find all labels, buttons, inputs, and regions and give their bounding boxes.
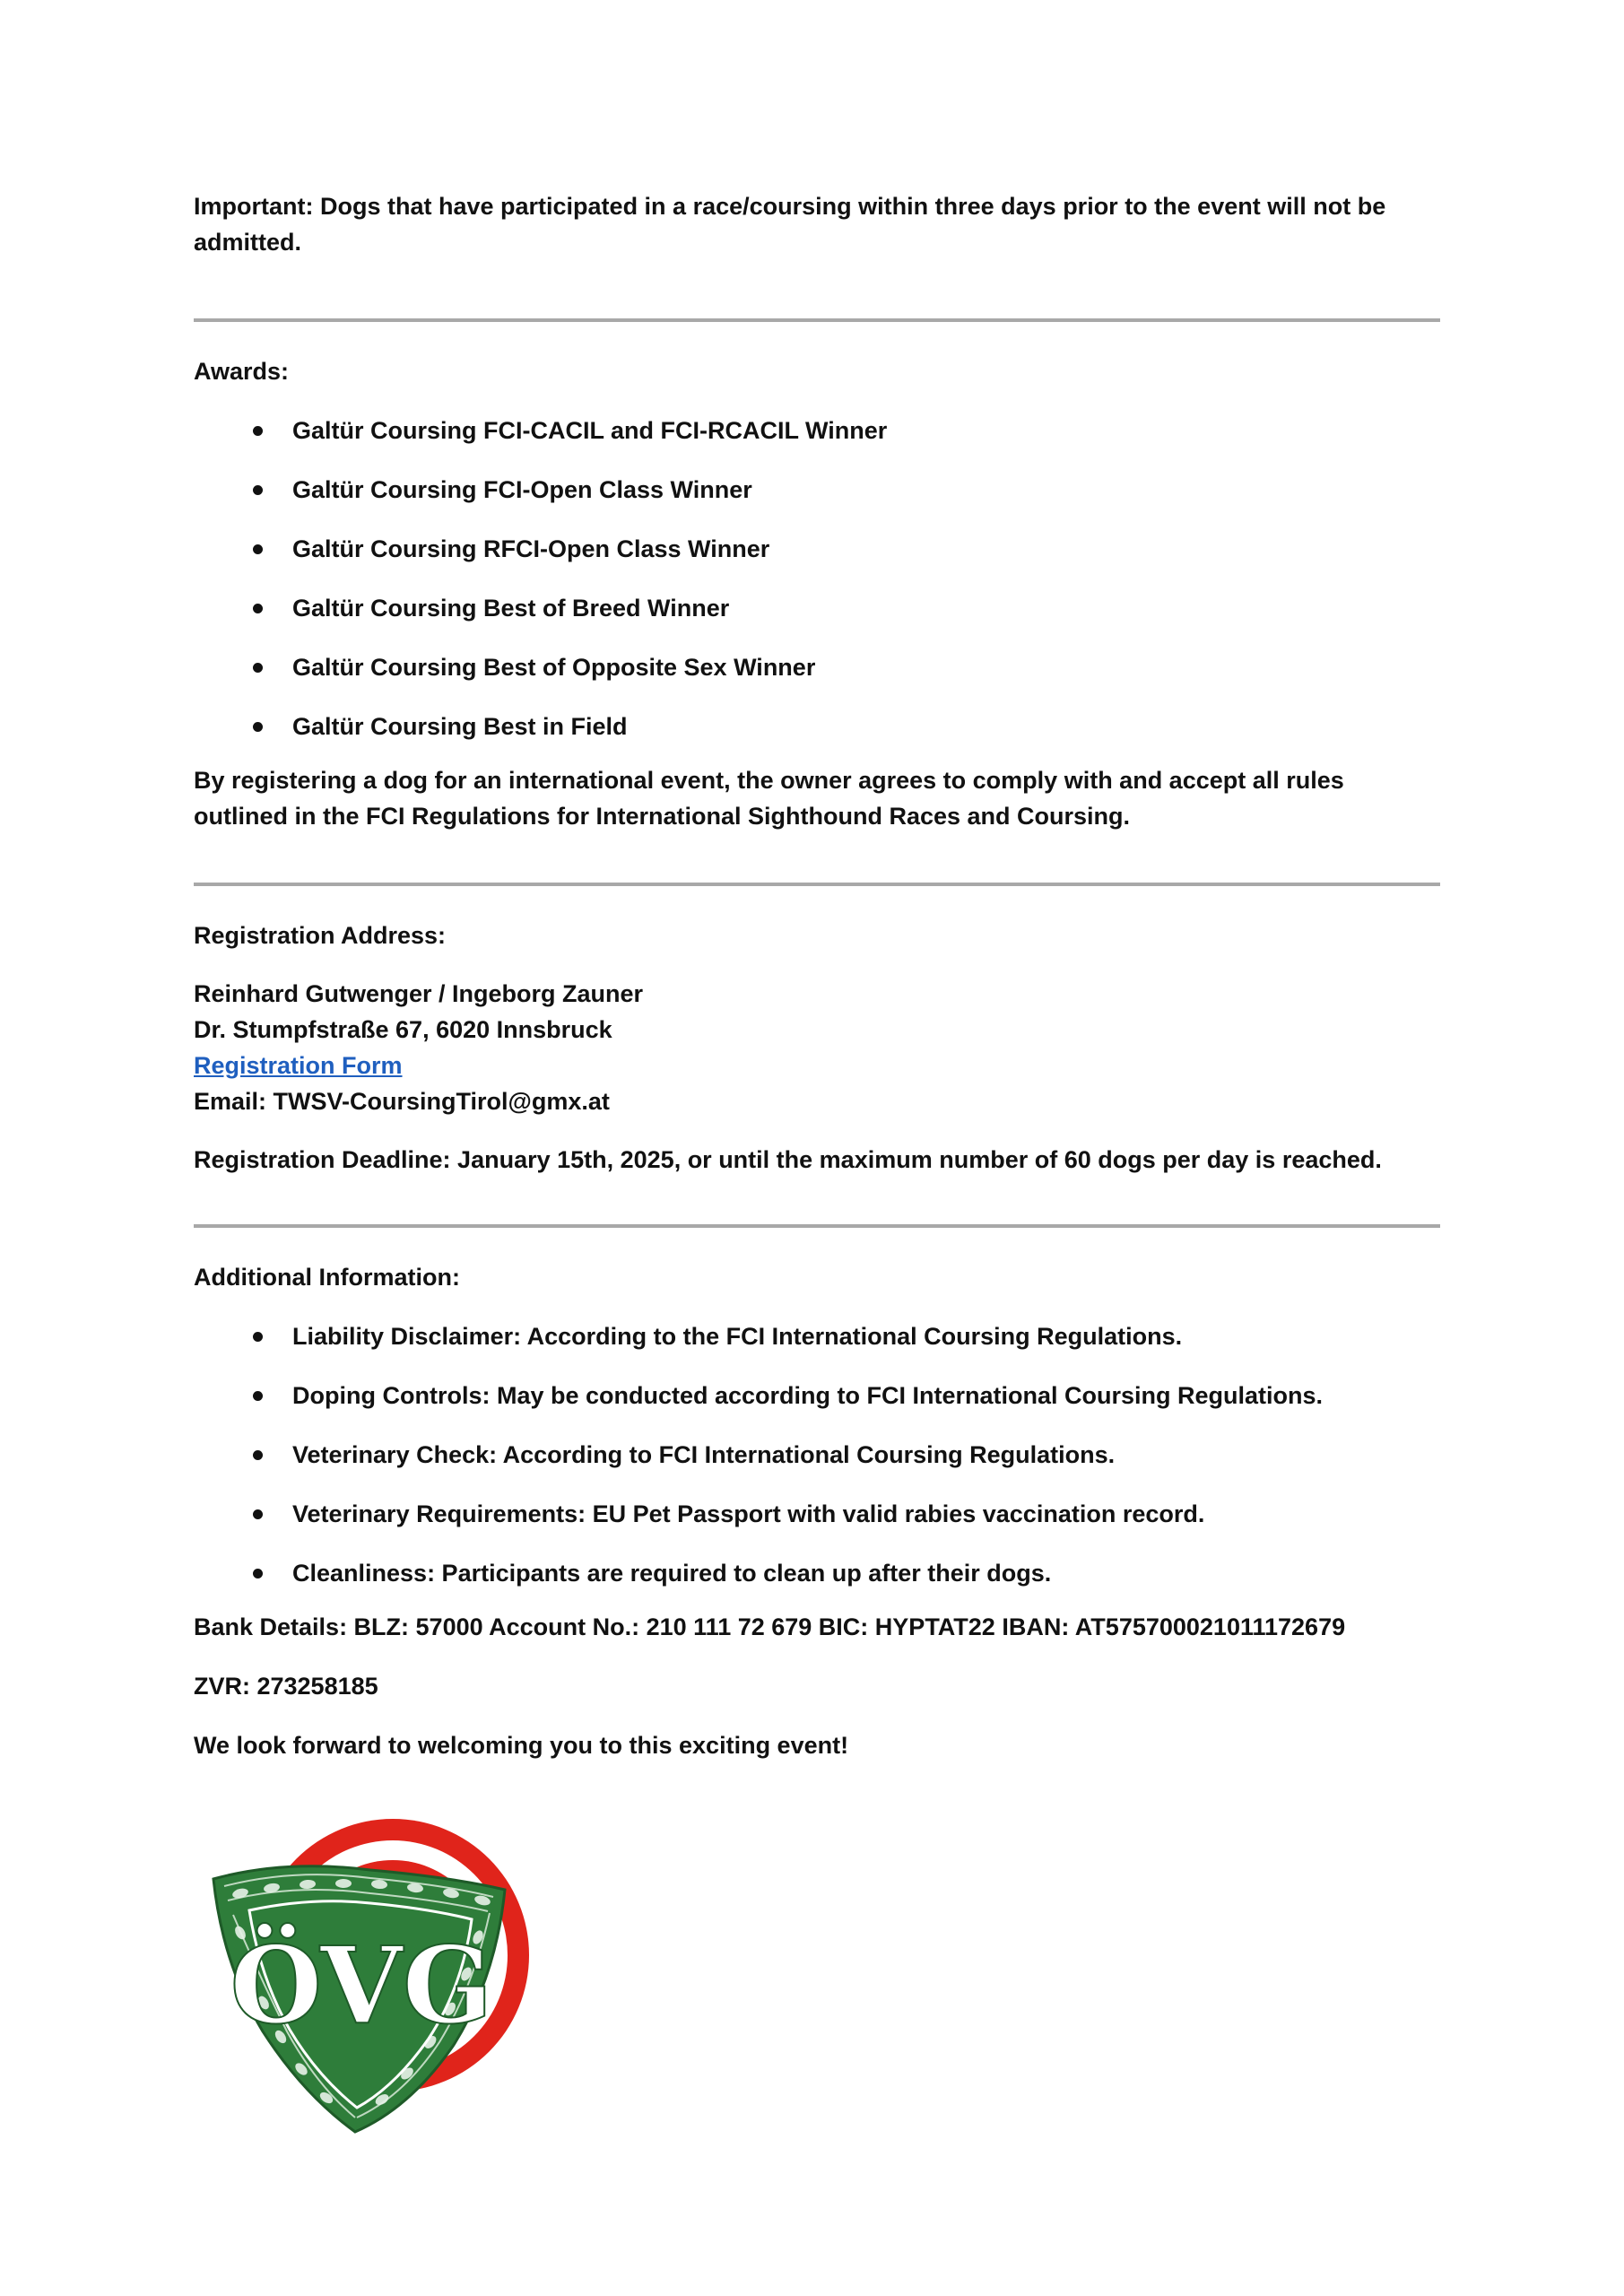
additional-heading: Additional Information: <box>194 1264 460 1291</box>
awards-heading: Awards: <box>194 358 290 385</box>
list-item: Cleanliness: Participants are required to clean up after their dogs. <box>194 1555 1440 1609</box>
bullet-icon <box>253 663 263 673</box>
registration-form-link[interactable]: Registration Form <box>194 1052 403 1079</box>
logo-monogram: ÖVG <box>230 1923 493 2048</box>
bullet-icon <box>253 1509 263 1519</box>
bullet-icon <box>253 1569 263 1578</box>
bullet-icon <box>253 1391 263 1401</box>
bullet-icon <box>253 426 263 436</box>
list-item: Doping Controls: May be conducted according to FCI International Coursing Regulations. <box>194 1378 1440 1437</box>
list-item: Galtür Coursing FCI-Open Class Winner <box>194 472 1440 531</box>
important-notice: Important: Dogs that have participated in a race/coursing within three days prior to the event will not be admitted. <box>194 193 1386 256</box>
list-item: Liability Disclaimer: According to the FCI International Coursing Regulations. <box>194 1318 1440 1378</box>
registration-email: Email: TWSV-CoursingTirol@gmx.at <box>194 1088 610 1115</box>
list-item: Veterinary Check: According to FCI International Coursing Regulations. <box>194 1437 1440 1496</box>
bullet-icon <box>253 485 263 495</box>
registration-heading: Registration Address: <box>194 922 447 949</box>
list-item: Galtür Coursing Best of Breed Winner <box>194 590 1440 649</box>
list-item: Veterinary Requirements: EU Pet Passport with valid rabies vaccination record. <box>194 1496 1440 1555</box>
bullet-icon <box>253 1450 263 1460</box>
list-item: Galtür Coursing FCI-CACIL and FCI-RCACIL Winner <box>194 413 1440 472</box>
closing-text: We look forward to welcoming you to this exciting event! <box>194 1732 849 1759</box>
bullet-icon <box>253 604 263 613</box>
registration-deadline: Registration Deadline: January 15th, 2025, or until the maximum number of 60 dogs per day is reached. <box>194 1146 1382 1173</box>
bank-details: Bank Details: BLZ: 57000 Account No.: 210 111 72 679 BIC: HYPTAT22 IBAN: AT575700021011172679 <box>194 1613 1346 1640</box>
bullet-icon <box>253 722 263 732</box>
registration-names: Reinhard Gutwenger / Ingeborg Zauner <box>194 980 644 1007</box>
list-item: Galtür Coursing Best of Opposite Sex Winner <box>194 649 1440 709</box>
awards-list <box>194 413 1440 762</box>
zvr-number: ZVR: 273258185 <box>194 1673 378 1700</box>
club-logo <box>204 1807 559 2135</box>
list-item: Galtür Coursing RFCI-Open Class Winner <box>194 531 1440 590</box>
list-item: Galtür Coursing Best in Field <box>194 709 1440 762</box>
bullet-icon <box>253 1332 263 1342</box>
document-page <box>194 188 1440 1763</box>
additional-list <box>194 1318 1440 1609</box>
registration-address: Dr. Stumpfstraße 67, 6020 Innsbruck <box>194 1016 612 1043</box>
bullet-icon <box>253 544 263 554</box>
agreement-text: By registering a dog for an international event, the owner agrees to comply with and accept all rules outlined in the FCI Regulations for International Sighthound Races and Coursing. <box>194 767 1344 830</box>
